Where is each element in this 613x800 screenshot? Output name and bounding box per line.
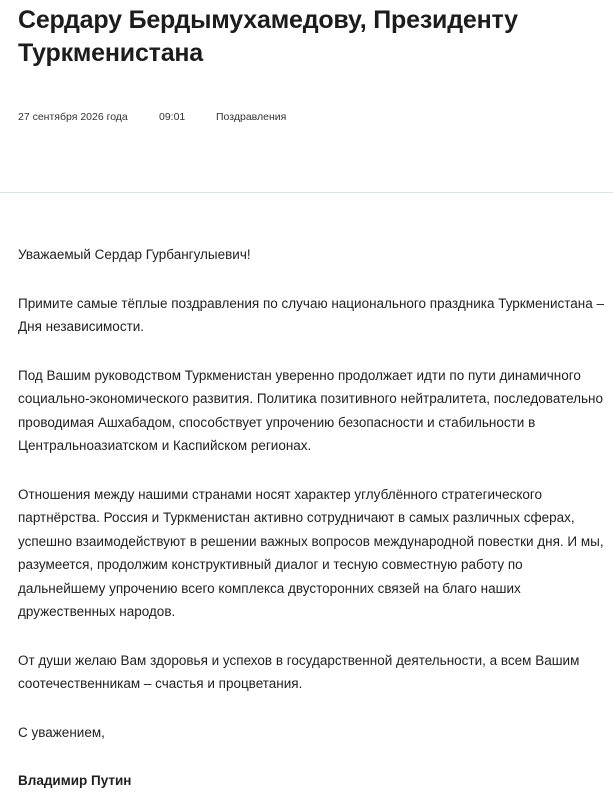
letter-paragraph: Под Вашим руководством Туркменистан уверенно продолжает идти по пути динамичного социально-экономического развития. Политика позитивного нейтралитета, последовательно проводимая Ашхабадом, способствует упрочению безопасности и стабильности в Центральноазиатском и Каспийском регионах. [18,367,604,453]
letter-paragraph: Примите самые тёплые поздравления по случаю национального праздника Туркменистана – Дня независимости. [18,295,604,334]
header-divider [0,192,613,193]
article-meta [18,111,286,123]
page-title: Сердару Бердымухамедову, Президенту Туркменистана [18,6,518,67]
letter-paragraph: От души желаю Вам здоровья и успехов в государственной деятельности, а всем Вашим соотечественникам – счастья и процветания. [18,652,580,691]
letter-greeting: Уважаемый Сердар Гурбангулыевич! [18,247,251,262]
letter-paragraph: Отношения между нашими странами носят характер углублённого стратегического партнёрства. Россия и Туркменистан активно сотрудничают в самых различных сферах, успешно взаимодействуют в решении важных вопросов международной повестки дня. И мы, разумеется, продолжим конструктивный диалог и тесную совместную работу по дальнейшему упрочению всего комплекса двусторонних связей на благо наших дружественных народов. [18,486,604,619]
letter-signature: Владимир Путин [18,773,132,788]
publish-date: 27 сентября 2026 года [18,111,128,123]
letter-closing: С уважением, [18,724,105,740]
page-header [18,4,598,70]
letter-body [18,243,606,793]
publish-time: 09:01 [159,111,186,123]
category-link[interactable]: Поздравления [216,111,287,123]
